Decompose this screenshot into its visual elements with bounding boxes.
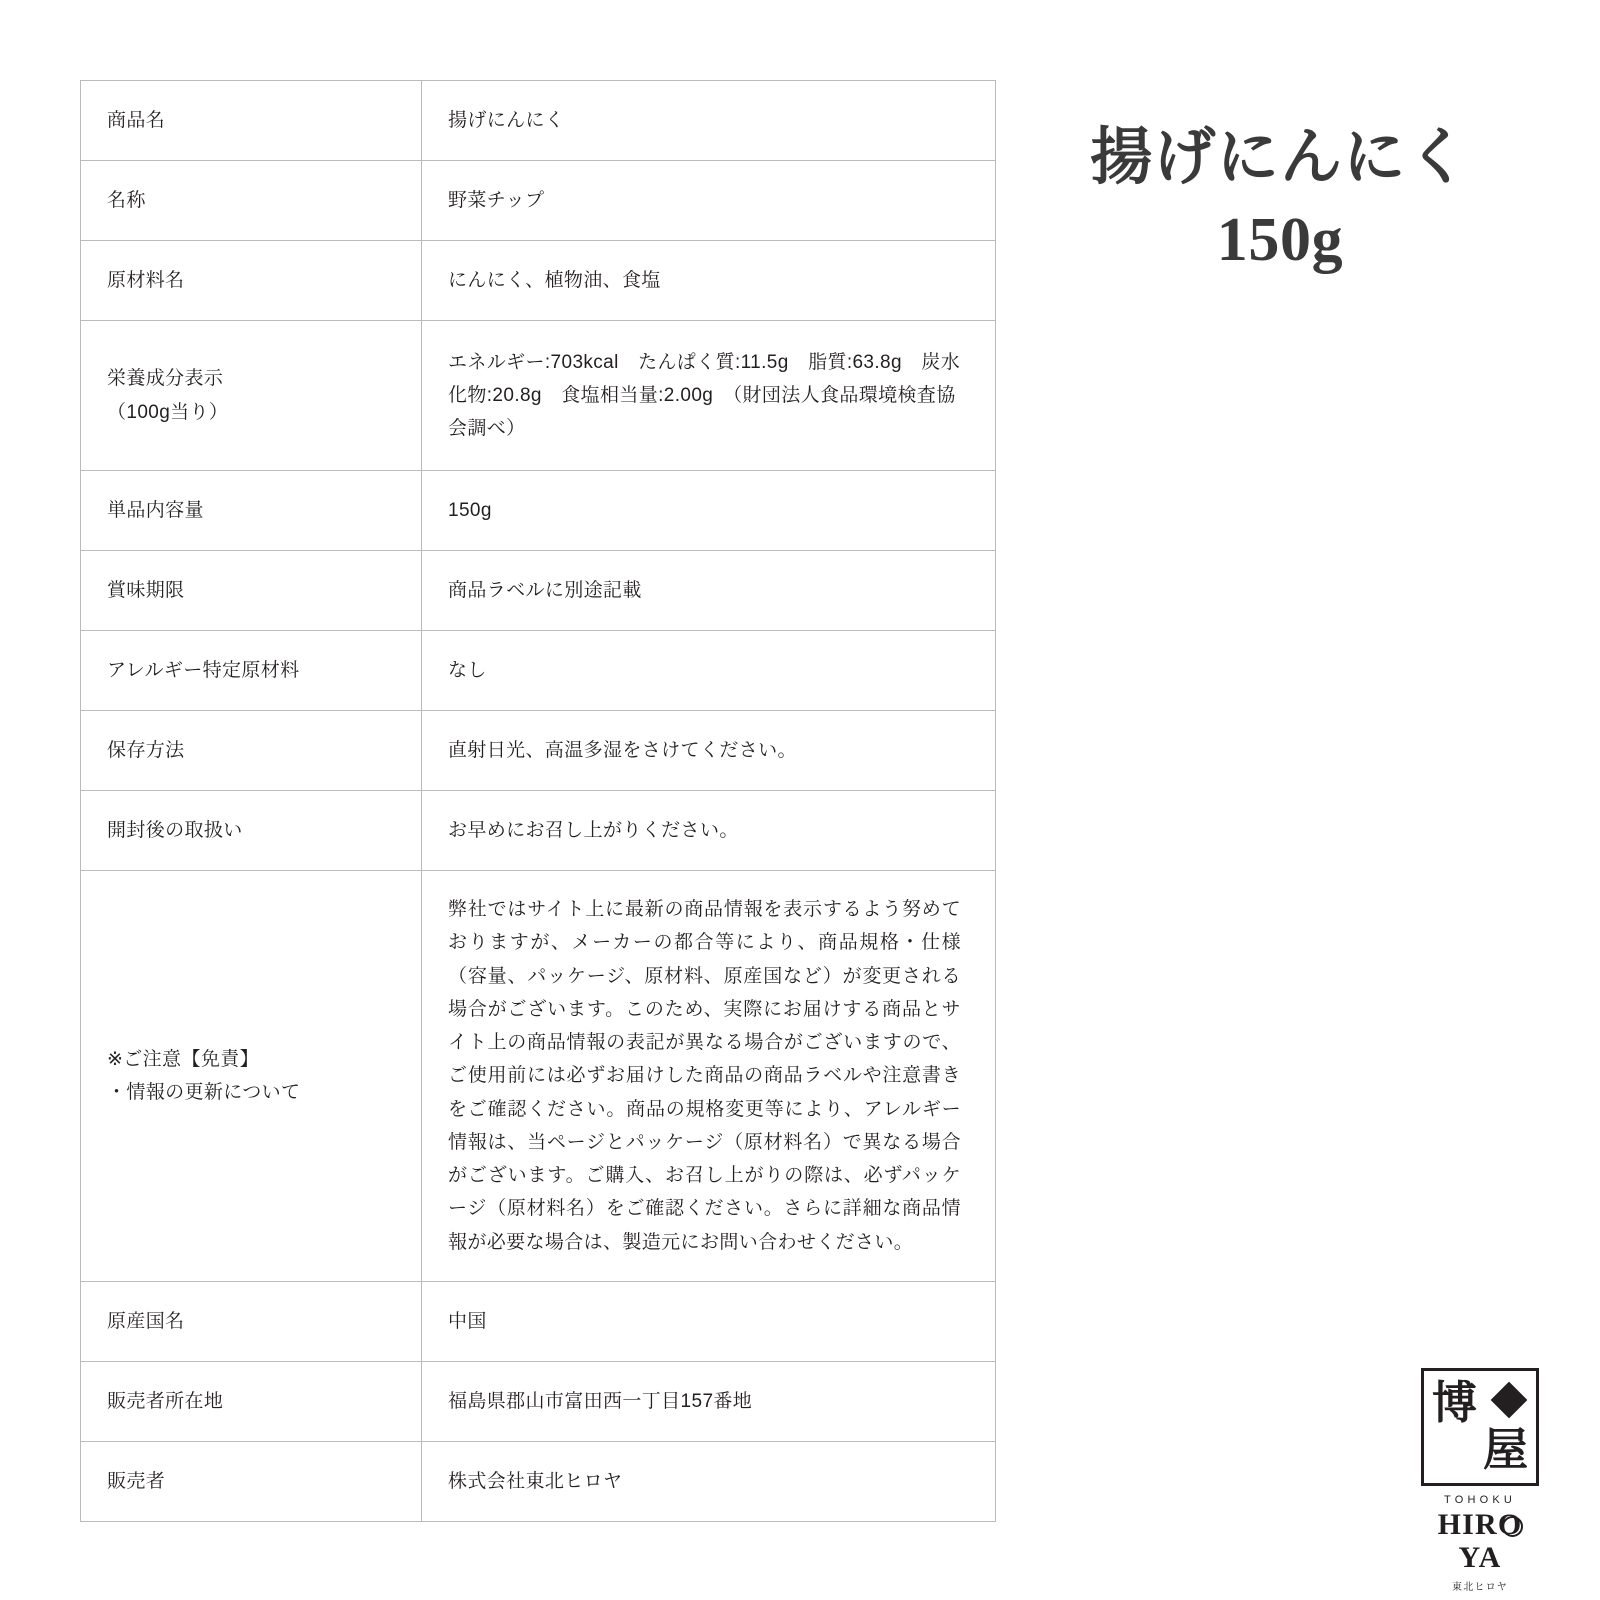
row-value: 弊社ではサイト上に最新の商品情報を表示するよう努めておりますが、メーカーの都合等により、商品規格・仕様（容量、パッケージ、原材料、原産国など）が変更される場合がございます。このため、実際にお届けする商品とサイト上の商品情報の表記が異なる場合がございますので、ご使用前には必ずお届けした商品の商品ラベルや注意書きをご確認ください。商品の規格変更等により、アレルギー情報は、当ページとパッケージ（原材料名）で異なる場合がございます。ご購入、お召し上がりの際は、必ずパッケージ（原材料名）をご確認ください。さらに詳細な商品情報が必要な場合は、製造元にお問い合わせください。 bbox=[422, 871, 996, 1282]
row-label-sub: ・情報の更新について bbox=[107, 1081, 301, 1103]
row-value: なし bbox=[422, 631, 996, 711]
table-row-disclaimer bbox=[81, 871, 996, 1282]
row-value: エネルギー:703kcal たんぱく質:11.5g 脂質:63.8g 炭水化物:20.8g 食塩相当量:2.00g （財団法人食品環境検査協会調べ） bbox=[422, 321, 996, 471]
row-value: 商品ラベルに別途記載 bbox=[422, 551, 996, 631]
row-label: 商品名 bbox=[81, 81, 422, 161]
row-label: アレルギー特定原材料 bbox=[81, 631, 422, 711]
brand-logo bbox=[1418, 1368, 1542, 1593]
row-value: 中国 bbox=[422, 1281, 996, 1361]
table-row bbox=[81, 1441, 996, 1521]
row-label: 原材料名 bbox=[81, 241, 422, 321]
row-label-main: ※ご注意【免責】 bbox=[107, 1048, 259, 1070]
row-label bbox=[81, 321, 422, 471]
product-title-block bbox=[1030, 120, 1530, 279]
logo-japanese-caption: 東北ヒロヤ bbox=[1452, 1582, 1508, 1593]
logo-romaji-post: YA bbox=[1458, 1541, 1502, 1574]
table-row bbox=[81, 81, 996, 161]
row-label: 単品内容量 bbox=[81, 471, 422, 551]
row-value: 直射日光、高温多湿をさけてください。 bbox=[422, 711, 996, 791]
logo-romaji-top: TOHOKU bbox=[1444, 1494, 1516, 1506]
logo-mark-icon bbox=[1421, 1368, 1539, 1486]
table-row bbox=[81, 631, 996, 711]
row-label-sub: （100g当り） bbox=[107, 401, 229, 423]
row-value: 野菜チップ bbox=[422, 161, 996, 241]
spec-table-container bbox=[80, 80, 996, 1522]
row-label: 販売者所在地 bbox=[81, 1361, 422, 1441]
table-row bbox=[81, 471, 996, 551]
table-row bbox=[81, 161, 996, 241]
table-row bbox=[81, 551, 996, 631]
table-row bbox=[81, 711, 996, 791]
row-label bbox=[81, 871, 422, 1282]
row-value: 揚げにんにく bbox=[422, 81, 996, 161]
row-label: 名称 bbox=[81, 161, 422, 241]
row-label: 賞味期限 bbox=[81, 551, 422, 631]
row-label: 開封後の取扱い bbox=[81, 791, 422, 871]
logo-kanji-bottom: 屋 bbox=[1482, 1425, 1528, 1475]
row-label: 販売者 bbox=[81, 1441, 422, 1521]
row-label: 原産国名 bbox=[81, 1281, 422, 1361]
table-row bbox=[81, 1361, 996, 1441]
product-spec-table bbox=[80, 80, 996, 1522]
row-value: 150g bbox=[422, 471, 996, 551]
row-label: 保存方法 bbox=[81, 711, 422, 791]
row-value: お早めにお召し上がりください。 bbox=[422, 791, 996, 871]
logo-kanji-top: 博 bbox=[1432, 1378, 1478, 1428]
table-row bbox=[81, 791, 996, 871]
product-weight: 150g bbox=[1216, 205, 1344, 274]
table-row bbox=[81, 241, 996, 321]
diamond-icon bbox=[1491, 1382, 1528, 1419]
table-row bbox=[81, 321, 996, 471]
logo-romaji-pre: HIR bbox=[1437, 1508, 1498, 1541]
logo-romaji-ring: O bbox=[1497, 1508, 1523, 1541]
row-value: 福島県郡山市富田西一丁目157番地 bbox=[422, 1361, 996, 1441]
logo-romaji-main bbox=[1418, 1508, 1542, 1574]
row-label-main: 栄養成分表示 bbox=[107, 368, 224, 390]
product-name: 揚げにんにく bbox=[1090, 124, 1470, 192]
row-value: にんにく、植物油、食塩 bbox=[422, 241, 996, 321]
table-row bbox=[81, 1281, 996, 1361]
row-value: 株式会社東北ヒロヤ bbox=[422, 1441, 996, 1521]
